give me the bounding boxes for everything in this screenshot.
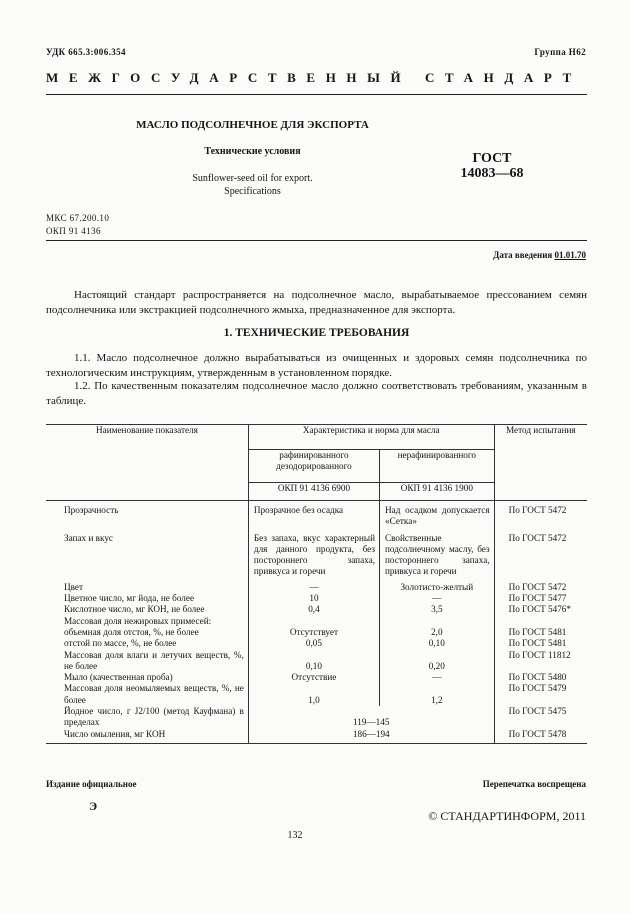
paragraph-1-2: 1.2. По качественным показателям подсолнечное масло должно соответствовать требованиям, указанным в таблице. (46, 380, 587, 407)
row-method: По ГОСТ 5478 (494, 729, 587, 744)
row-name: Цветное число, мг йода, не более (64, 593, 195, 604)
row-refined: 1,0 (248, 683, 379, 706)
col-name-header: Наименование показателя (46, 425, 248, 501)
introduction-date (440, 250, 586, 260)
date-label: Дата введения (493, 250, 553, 260)
row-refined: — (248, 582, 379, 593)
row-name: Кислотное число, мг КОН, не более (64, 604, 205, 615)
row-method: По ГОСТ 11812 (494, 650, 587, 673)
row-name: Массовая доля влаги и летучих веществ, %, не более (64, 649, 244, 671)
row-unrefined: Над осадком допускается «Сетка» (380, 501, 495, 531)
row-unrefined: Золотисто-желтый (380, 582, 495, 593)
row-method: По ГОСТ 5472 (494, 501, 587, 531)
row-method: По ГОСТ 5481 (494, 627, 587, 638)
row-refined: Отсутствует (248, 627, 379, 638)
row-unrefined: Свойственные подсолнечному маслу, без постороннего запаха, привкуса и горечи (380, 531, 495, 582)
row-name: Число омыления, мг КОН (46, 729, 248, 744)
row-method: По ГОСТ 5481 (494, 638, 587, 649)
row-method: По ГОСТ 5477 (494, 593, 587, 604)
row-method: По ГОСТ 5479 (494, 683, 587, 706)
col-unrefined-header: нерафинированного (380, 450, 495, 483)
row-unrefined: 3,5 (380, 604, 495, 615)
okp-unrefined: ОКП 91 4136 1900 (380, 483, 495, 501)
table-row (46, 616, 587, 627)
row-name: объемная доля отстоя, %, не более (64, 626, 199, 637)
row-name: Мыло (качественная проба) (64, 672, 173, 683)
row-name: Цвет (64, 581, 84, 592)
english-title-2: Specifications (224, 186, 281, 197)
paragraph-1-1: 1.1. Масло подсолнечное должно вырабатываться из очищенных и здоровых семян подсолнечника по технологическим инструкциям, утвержденным в установленном порядке. (46, 352, 587, 379)
row-refined (248, 616, 379, 627)
gost-number: 14083—68 (460, 166, 524, 181)
table-row (46, 582, 587, 593)
section-heading: 1. ТЕХНИЧЕСКИЕ ТРЕБОВАНИЯ (223, 327, 410, 339)
row-refined: 0,4 (248, 604, 379, 615)
document-title: МАСЛО ПОДСОЛНЕЧНОЕ ДЛЯ ЭКСПОРТА (136, 119, 369, 131)
okp-code: ОКП 91 4136 (46, 226, 101, 236)
row-range: 119—145 (248, 706, 494, 729)
row-refined: Без запаха, вкус характерный для данного продукта, без постороннего запаха, привкуса и горечи (248, 531, 379, 582)
row-name: Йодное число, г J2/100 (метод Кауфмана) в пределах (64, 706, 244, 728)
row-name: Прозрачность (64, 505, 119, 515)
okp-refined: ОКП 91 4136 6900 (248, 483, 379, 501)
header-rule (46, 94, 587, 95)
row-unrefined: — (380, 672, 495, 683)
row-refined: 0,10 (248, 650, 379, 673)
row-unrefined: 0,20 (380, 650, 495, 673)
table-row (46, 604, 587, 615)
gost-label: ГОСТ (472, 151, 512, 166)
row-name: отстой по массе, %, не более (64, 638, 177, 649)
quality-table (46, 424, 587, 744)
table-row (46, 501, 587, 531)
row-unrefined (380, 616, 495, 627)
col-method-header: Метод испытания (494, 425, 587, 501)
edition-mark: Э (89, 799, 98, 813)
row-method: По ГОСТ 5472 (494, 582, 587, 593)
table-row (46, 672, 587, 683)
row-method: По ГОСТ 5472 (494, 531, 587, 582)
udk-code: УДК 665.3:006.354 (46, 47, 126, 57)
title-rule (46, 240, 587, 241)
row-method (494, 616, 587, 627)
reprint-note: Перепечатка воспрещена (482, 779, 586, 789)
page-number: 132 (287, 830, 303, 841)
edition-note: Издание официальное (46, 779, 137, 789)
row-name: Массовая доля нежировых примесей: (64, 615, 212, 626)
row-refined: 0,05 (248, 638, 379, 649)
row-method: По ГОСТ 5480 (494, 672, 587, 683)
date-value: 01.01.70 (554, 250, 586, 260)
row-method: По ГОСТ 5475 (494, 706, 587, 729)
english-title-1: Sunflower-seed oil for export. (192, 173, 313, 184)
copyright: © СТАНДАРТИНФОРМ, 2011 (428, 809, 586, 823)
col-group-header: Характеристика и норма для масла (248, 425, 494, 450)
table-row (46, 706, 587, 729)
row-refined: Прозрачное без осадка (248, 501, 379, 531)
standard-type: МЕЖГОСУДАРСТВЕННЫЙ СТАНДАРТ (46, 70, 582, 85)
table-row (46, 729, 587, 744)
table-row (46, 638, 587, 649)
col-refined-header: рафинированного дезодорированного (248, 450, 379, 483)
group-code: Группа Н62 (534, 47, 586, 57)
row-unrefined: 1,2 (380, 683, 495, 706)
row-unrefined: 0,10 (380, 638, 495, 649)
table-row (46, 650, 587, 673)
row-method: По ГОСТ 5476* (494, 604, 587, 615)
row-name: Запах и вкус (64, 532, 114, 543)
mks-code: МКС 67.200.10 (46, 213, 110, 223)
row-refined: 10 (248, 593, 379, 604)
table-row (46, 593, 587, 604)
document-subtitle: Технические условия (204, 146, 301, 157)
row-range: 186—194 (248, 729, 494, 744)
row-unrefined: 2,0 (380, 627, 495, 638)
intro-paragraph: Настоящий стандарт распространяется на подсолнечное масло, вырабатываемое прессованием семян подсолнечника или экстракцией подсолнечного жмыха, предназначенное для экспорта. (46, 289, 587, 316)
table-row (46, 531, 587, 582)
row-name: Массовая доля неомыляемых веществ, %, не более (64, 683, 244, 705)
table-row (46, 627, 587, 638)
row-refined: Отсутствие (248, 672, 379, 683)
row-unrefined: — (380, 593, 495, 604)
table-row (46, 683, 587, 706)
